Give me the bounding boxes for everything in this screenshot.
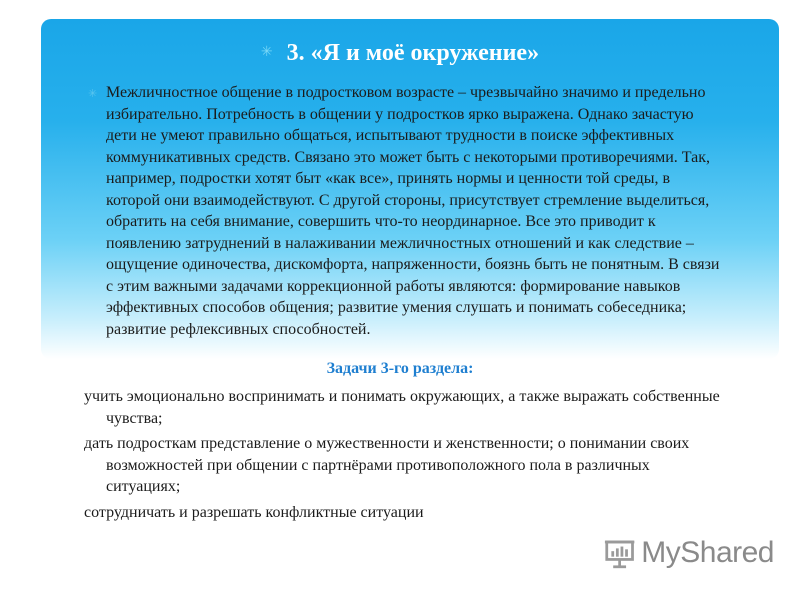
bullet-star-icon: ✳ — [88, 88, 98, 100]
bullet-star-icon: ✳ — [260, 45, 273, 60]
presentation-board-icon — [604, 536, 635, 570]
title-row — [0, 40, 800, 67]
intro-block — [88, 82, 720, 340]
task-item: дать подросткам представление о мужественности и женственности; о понимании своих возможностей при общении с партнёрами противоположного пола в различных ситуациях; — [84, 435, 690, 495]
section-heading: Задачи 3-го раздела: — [326, 360, 474, 377]
task-item: учить эмоционально воспринимать и понимать окружающих, а также выражать собственные чувства; — [84, 388, 720, 427]
slide-title: 3. «Я и моё окружение» — [286, 40, 540, 66]
myshared-logo — [604, 536, 774, 570]
task-list — [84, 386, 724, 527]
logo-text: MyShared — [641, 536, 774, 569]
intro-paragraph: Межличностное общение в подростковом возрасте – чрезвычайно значимо и предельно избирательно. Потребность в общении у подростков ярко выражена. Однако зачастую дети не умеют правильно общаться, испытывают трудности в поиске эффективных коммуникативных средств. Связано это может быть с некоторыми противоречиями. Так, например, подростки хотят быт «как все», принять нормы и ценности той среды, в которой они взаимодействуют. С другой стороны, присутствует стремление выделиться, обратить на себя внимание, совершить что-то неординарное. Все это приводит к появлению затруднений в налаживании межличностных отношений и как следствие – ощущение одиночества, дискомфорта, напряженности, боязнь быть не понятным. В связи с этим важными задачами коррекционной работы являются: формирование навыков эффективных способов общения; развитие умения слушать и понимать собеседника; развитие рефлексивных способностей. — [106, 84, 720, 338]
task-item: сотрудничать и разрешать конфликтные ситуации — [84, 503, 424, 521]
